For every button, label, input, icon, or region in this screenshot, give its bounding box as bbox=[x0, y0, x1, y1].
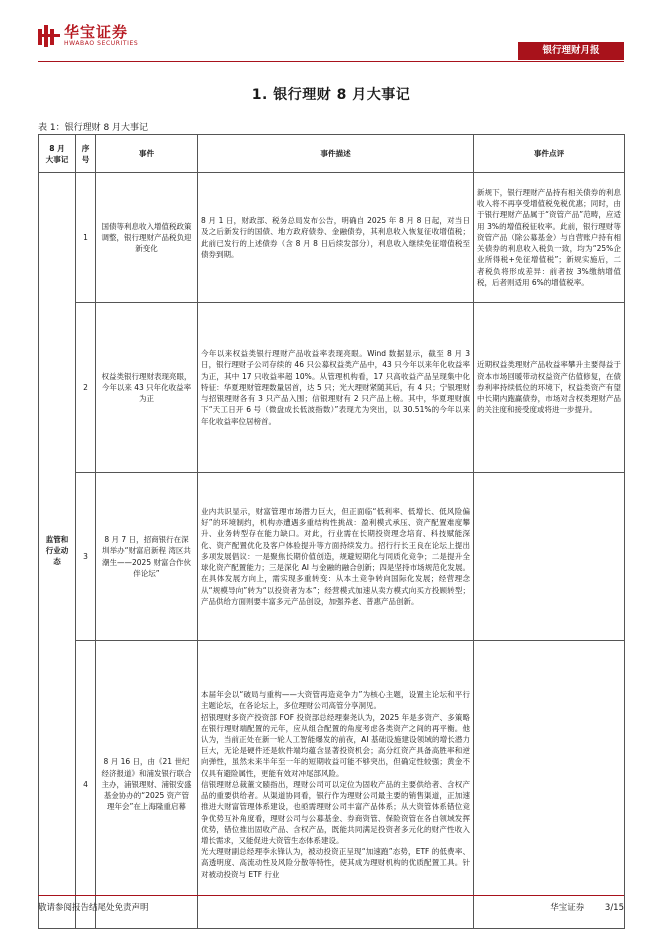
footer-disclaimer: 敬请参阅报告结尾处免责声明 bbox=[38, 903, 149, 913]
table-row bbox=[39, 173, 625, 303]
description-paragraph: 业内共识显示，财富管理市场潜力巨大，但正面临“低利率、低增长、低风险偏好”的环境制约，机构亦遭遇多重结构性挑战：盈利模式承压、资产配置难度攀升、业务转型存在能力缺口。对此，行业需在长期投资理念培育、科技赋能深化、资产配置优化及客户体验提升等方面持续发力。招行行长王良在论坛上提出多项发展倡议：一是聚焦长期价值创造，规避短期化与同质化竞争；二是提升全球化资产配置能力；三是深化 AI 与金融的融合创新；四是坚持市场规范化发展。在具体发展方向上，需实现多重转变：从本土竞争转向国际化发展；经营理念从“规模导向”转为“以投资者为本”；经营模式加速从卖方模式向买方投顾转型；产品供给方面则要丰富多元产品创设，加强养老、普惠产品创新。 bbox=[201, 507, 470, 606]
row-description bbox=[198, 641, 474, 929]
description-paragraph: 今年以来权益类银行理财产品收益率表现亮眼。Wind 数据显示，截至 8 月 3 日，银行理财子公司存续的 46 只公募权益类产品中，43 只今年以来年化收益率为正，其中 17 只收益率超 10%。从管理机构看，17 只高收益产品呈现集中化特征：华夏理财管理数量居首，达 5 只；光大理财紧随其后，有 4 只；宁银理财与招银理财各有 3 只产品入围；信银理财有 2 只产品上榜。其中，华夏理财旗下“天工日开 6 号（微盘成长低波指数）”表现尤为突出，以 30.51%的今年以来年化收益率位居榜首。 bbox=[201, 349, 470, 426]
header-seq: 序 号 bbox=[76, 135, 96, 173]
category-cell: 监管和 行业动 态 bbox=[39, 173, 76, 929]
header-divider bbox=[38, 61, 624, 62]
section-title: 1. 银行理财 8 月大事记 bbox=[251, 87, 411, 103]
events-table bbox=[38, 134, 625, 929]
row-seq: 2 bbox=[76, 303, 96, 473]
row-event: 8 月 7 日，招商银行在深圳举办“财富启新程 湾区共潮生——2025 财富合作伙伴论坛” bbox=[96, 473, 198, 641]
table-header-row bbox=[39, 135, 625, 173]
page-number: 3/15 bbox=[604, 903, 624, 913]
row-comment bbox=[474, 641, 625, 929]
logo-english-name: HWABAO SECURITIES bbox=[64, 40, 139, 47]
header-comment: 事件点评 bbox=[474, 135, 625, 173]
page-header bbox=[0, 0, 662, 64]
logo-chinese-name: 华宝证券 bbox=[64, 23, 129, 41]
row-description bbox=[198, 173, 474, 303]
header-event: 事件 bbox=[96, 135, 198, 173]
row-comment: 新规下，银行理财产品持有相关债券的利息收入将不再享受增值税免税优惠；同时，由于银行理财产品属于“资管产品”范畴，应适用 3%的增值税征收率。此前，银行理财等资管产品（除公募基金）与自营账户持有相关债券的利息收入税负一致，均为“25%企业所得税+免征增值税”；新规实施后，二者税负将形成差异：前者按 3%缴纳增值税，后者则适用 6%的增值税率。 bbox=[474, 173, 625, 303]
header-month-event: 8 月 大事记 bbox=[39, 135, 76, 173]
description-paragraph: 8 月 1 日，财政部、税务总局发布公告，明确自 2025 年 8 月 8 日起，对当日及之后新发行的国债、地方政府债券、金融债券，其利息收入恢复征收增值税；此前已发行的上述债券（含 8 月 8 日后续发部分），利息收入继续免征增值税至债券到期。 bbox=[201, 216, 470, 259]
row-seq: 3 bbox=[76, 473, 96, 641]
description-paragraph: 本届年会以“破局与重构——大资管再造竞争力”为核心主题，设置主论坛和平行主题论坛，在各论坛上，多位理财公司高管分享洞见。 bbox=[201, 690, 470, 711]
report-type-tag: 银行理财月报 bbox=[518, 42, 624, 60]
footer-info bbox=[532, 901, 624, 913]
description-paragraph: 招银理财多资产投资部 FOF 投资部总经理秦尧认为，2025 年是多资产、多策略在银行理财端配置的元年，应从组合配置的角度考虑各类资产之间的再平衡。他认为，当前正处在新一轮人工智能爆发的前夜，AI 基础设施建设领域的增长潜力巨大，无论是硬件还是软件端均蕴含显著投资机会；高分红资产具备高胜率和逆向弹性，虽然未来半年至一年的短期收益可能不够突出，但确定性较强；黄金不仅具有避险属性，更能有效对冲尾部风险。 bbox=[201, 712, 470, 778]
footer-divider bbox=[38, 895, 624, 896]
row-event: 权益类银行理财表现亮眼，今年以来 43 只年化收益率为正 bbox=[96, 303, 198, 473]
table-row bbox=[39, 303, 625, 473]
company-logo bbox=[38, 24, 138, 47]
row-description bbox=[198, 473, 474, 641]
row-seq: 4 bbox=[76, 641, 96, 929]
table-row bbox=[39, 641, 625, 929]
row-comment: 近期权益类理财产品收益率攀升主要得益于资本市场回暖带动权益资产估值修复，在债券利率持续低位的环境下，权益类资产有望中长期内跑赢债券，市场对含权类理财产品的关注度和接受度或将进一步提升。 bbox=[474, 303, 625, 473]
footer-company: 华宝证券 bbox=[550, 903, 585, 913]
row-event: 国债等利息收入增值税政策调整，银行理财产品税负迎新变化 bbox=[96, 173, 198, 303]
description-paragraph: 信银理财总裁董文赜指出，理财公司可以定位为固收产品的主要供给者、含权产品的重要供给者。从渠道协同看，银行作为理财公司最主要的销售渠道，正加速推进大财富管理体系建设，也亟需理财公司丰富产品体系；从大资管体系错位竞争优势互补角度看，理财公司与公募基金、券商资管、保险资管在各自领域发挥优势，错位推出固收产品、含权产品，既能共同满足投资者多元化的财产性收入增长需求，又能促进大资管生态体系建设。 bbox=[201, 779, 470, 845]
row-description bbox=[198, 303, 474, 473]
row-comment bbox=[474, 473, 625, 641]
table-row bbox=[39, 473, 625, 641]
description-paragraph: 光大理财副总经理李永锋认为，被动投资正呈现“加速跑”态势，ETF 的低费率、高透明度、高流动性及风险分散等特性，使其成为理财机构的优质配置工具。针对被动投资与 ETF 行业 bbox=[201, 847, 470, 879]
header-description: 事件描述 bbox=[198, 135, 474, 173]
row-seq: 1 bbox=[76, 173, 96, 303]
table-caption: 表 1：银行理财 8 月大事记 bbox=[38, 123, 149, 133]
logo-mark-icon bbox=[38, 25, 60, 47]
row-event: 8 月 16 日，由《21 世纪经济报道》和浦发银行联合主办，浦银理财、浦银安盛基金协办的“2025 资产管理年会”在上海隆重启幕 bbox=[96, 641, 198, 929]
